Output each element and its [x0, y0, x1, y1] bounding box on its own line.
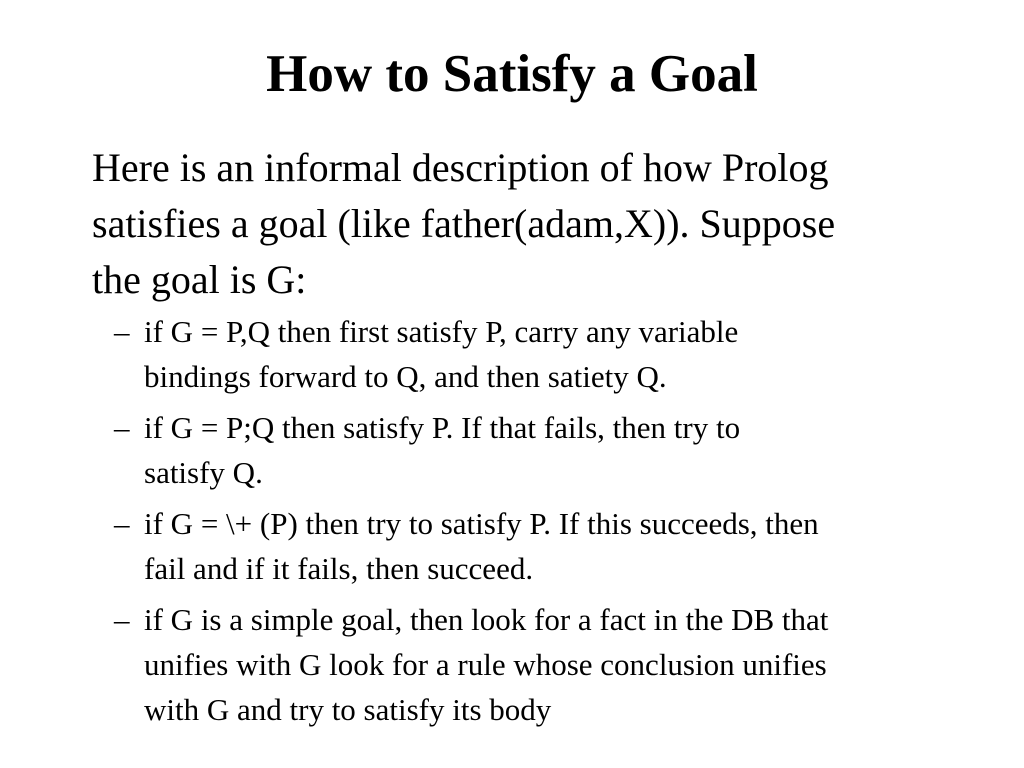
dash-marker: – [114, 602, 130, 637]
bullet-line: bindings forward to Q, and then satiety Q. [144, 359, 667, 394]
bullet-item-simple-goal [114, 597, 994, 732]
bullet-line: satisfy Q. [144, 455, 263, 490]
dash-marker: – [114, 410, 130, 445]
dash-marker: – [114, 506, 130, 541]
bullet-line: fail and if it fails, then succeed. [144, 551, 534, 586]
bullet-list [114, 309, 994, 738]
bullet-item-disjunction [114, 405, 994, 495]
bullet-line: if G = P;Q then satisfy P. If that fails, then try to [144, 410, 741, 445]
intro-line: satisfies a goal (like father(adam,X)). Suppose [92, 201, 836, 246]
bullet-line: if G is a simple goal, then look for a fact in the DB that [144, 602, 829, 637]
bullet-item-conjunction [114, 309, 994, 399]
intro-line: the goal is G: [92, 257, 307, 302]
bullet-item-negation [114, 501, 994, 591]
intro-paragraph [92, 140, 972, 308]
slide-title: How to Satisfy a Goal [266, 45, 758, 103]
bullet-line: if G = \+ (P) then try to satisfy P. If this succeeds, then [144, 506, 819, 541]
bullet-line: unifies with G look for a rule whose conclusion unifies [144, 647, 827, 682]
intro-line: Here is an informal description of how Prolog [92, 145, 829, 190]
bullet-line: if G = P,Q then first satisfy P, carry any variable [144, 314, 739, 349]
dash-marker: – [114, 314, 130, 349]
bullet-line: with G and try to satisfy its body [144, 692, 552, 727]
